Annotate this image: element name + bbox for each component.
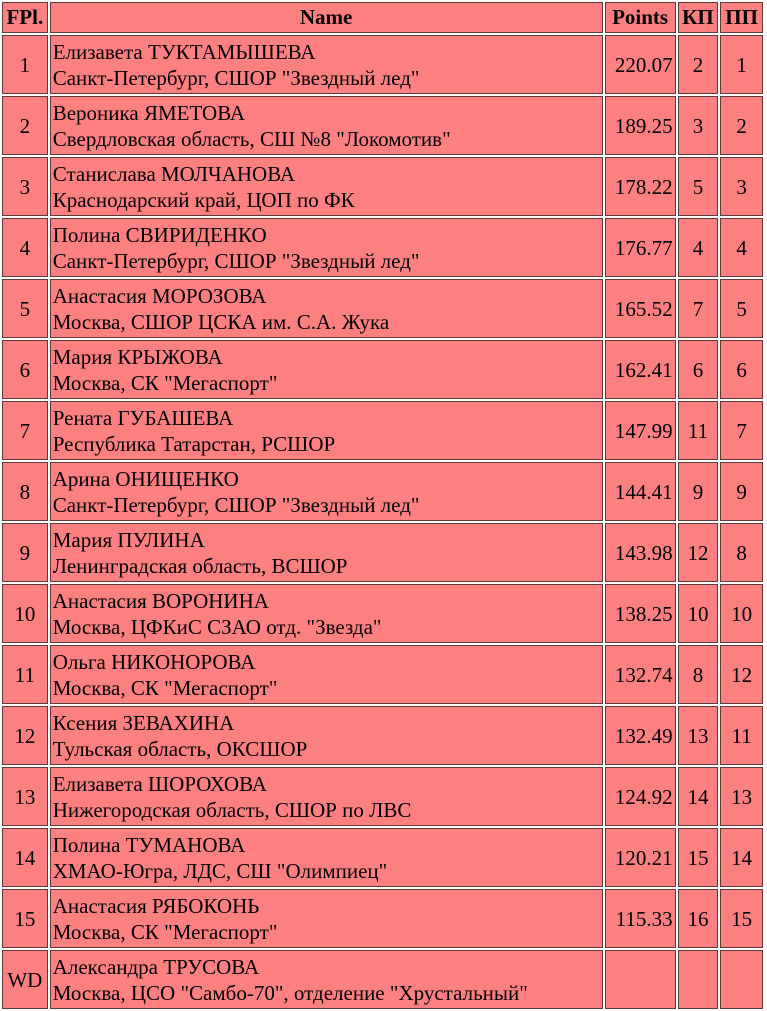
table-row — [2, 279, 763, 338]
skater-cell — [50, 279, 603, 338]
header-place: FPl. — [2, 2, 48, 33]
free-program-rank-cell: 5 — [720, 279, 763, 338]
skater-club: Свердловская область, СШ №8 "Локомотив" — [52, 126, 451, 151]
header-points: Points — [605, 2, 676, 33]
short-program-rank-cell: 3 — [678, 96, 719, 155]
table-row — [2, 462, 763, 521]
skater-club: Санкт-Петербург, СШОР "Звездный лед" — [52, 65, 420, 90]
table-row — [2, 35, 763, 94]
place-cell: 10 — [2, 584, 48, 643]
skater-name: Мария ПУЛИНА — [52, 527, 205, 552]
table-row — [2, 401, 763, 460]
skater-name: Елизавета ТУКТАМЫШЕВА — [52, 39, 316, 64]
place-cell: 1 — [2, 35, 48, 94]
skater-club: Москва, СК "Мегаспорт" — [52, 675, 278, 700]
short-program-rank-cell: 6 — [678, 340, 719, 399]
skater-name: Арина ОНИЩЕНКО — [52, 466, 239, 491]
skater-cell — [50, 889, 603, 948]
skater-club: Санкт-Петербург, СШОР "Звездный лед" — [52, 248, 420, 273]
skater-club: ХМАО-Югра, ЛДС, СШ "Олимпиец" — [52, 858, 388, 883]
skater-name: Елизавета ШОРОХОВА — [52, 771, 267, 796]
short-program-rank-cell: 2 — [678, 35, 719, 94]
short-program-rank-cell: 10 — [678, 584, 719, 643]
points-cell: 147.99 — [605, 401, 676, 460]
skater-cell — [50, 462, 603, 521]
place-cell: WD — [2, 950, 48, 1009]
skater-cell — [50, 584, 603, 643]
place-cell: 3 — [2, 157, 48, 216]
table-row — [2, 950, 763, 1009]
skater-name: Ольга НИКОНОРОВА — [52, 649, 256, 674]
points-cell: 132.74 — [605, 645, 676, 704]
points-cell: 144.41 — [605, 462, 676, 521]
short-program-rank-cell: 5 — [678, 157, 719, 216]
skater-club: Москва, ЦФКиС СЗАО отд. "Звезда" — [52, 614, 382, 639]
points-cell: 132.49 — [605, 706, 676, 765]
points-cell: 189.25 — [605, 96, 676, 155]
points-cell: 138.25 — [605, 584, 676, 643]
short-program-rank-cell: 12 — [678, 523, 719, 582]
table-row — [2, 523, 763, 582]
skater-cell — [50, 523, 603, 582]
points-cell — [605, 950, 676, 1009]
free-program-rank-cell: 12 — [720, 645, 763, 704]
points-cell: 115.33 — [605, 889, 676, 948]
place-cell: 15 — [2, 889, 48, 948]
points-cell: 143.98 — [605, 523, 676, 582]
header-pp: ПП — [720, 2, 763, 33]
free-program-rank-cell: 6 — [720, 340, 763, 399]
skater-cell — [50, 706, 603, 765]
skater-name: Ксения ЗЕВАХИНА — [52, 710, 235, 735]
skater-cell — [50, 157, 603, 216]
skater-club: Москва, СШОР ЦСКА им. С.А. Жука — [52, 309, 390, 334]
free-program-rank-cell: 3 — [720, 157, 763, 216]
table-row — [2, 96, 763, 155]
short-program-rank-cell: 16 — [678, 889, 719, 948]
short-program-rank-cell: 11 — [678, 401, 719, 460]
short-program-rank-cell: 9 — [678, 462, 719, 521]
points-cell: 178.22 — [605, 157, 676, 216]
skater-cell — [50, 35, 603, 94]
free-program-rank-cell: 7 — [720, 401, 763, 460]
points-cell: 220.07 — [605, 35, 676, 94]
table-row — [2, 645, 763, 704]
skater-name: Вероника ЯМЕТОВА — [52, 100, 246, 125]
skater-name: Александра ТРУСОВА — [52, 954, 260, 979]
table-row — [2, 828, 763, 887]
header-name: Name — [50, 2, 603, 33]
skater-club: Москва, СК "Мегаспорт" — [52, 919, 278, 944]
header-row — [2, 2, 763, 33]
free-program-rank-cell: 2 — [720, 96, 763, 155]
skater-name: Рената ГУБАШЕВА — [52, 405, 234, 430]
table-row — [2, 767, 763, 826]
short-program-rank-cell: 14 — [678, 767, 719, 826]
points-cell: 165.52 — [605, 279, 676, 338]
place-cell: 7 — [2, 401, 48, 460]
short-program-rank-cell — [678, 950, 719, 1009]
skater-club: Республика Татарстан, РСШОР — [52, 431, 336, 456]
short-program-rank-cell: 13 — [678, 706, 719, 765]
short-program-rank-cell: 4 — [678, 218, 719, 277]
short-program-rank-cell: 8 — [678, 645, 719, 704]
skater-name: Анастасия ВОРОНИНА — [52, 588, 269, 613]
free-program-rank-cell: 15 — [720, 889, 763, 948]
free-program-rank-cell: 11 — [720, 706, 763, 765]
points-cell: 124.92 — [605, 767, 676, 826]
place-cell: 11 — [2, 645, 48, 704]
skater-club: Краснодарский край, ЦОП по ФК — [52, 187, 355, 212]
free-program-rank-cell: 8 — [720, 523, 763, 582]
skater-name: Мария КРЫЖОВА — [52, 344, 223, 369]
place-cell: 5 — [2, 279, 48, 338]
skater-cell — [50, 645, 603, 704]
skater-club: Тульская область, ОКСШОР — [52, 736, 308, 761]
free-program-rank-cell — [720, 950, 763, 1009]
place-cell: 14 — [2, 828, 48, 887]
skater-club: Ленинградская область, ВСШОР — [52, 553, 348, 578]
free-program-rank-cell: 1 — [720, 35, 763, 94]
header-kp: КП — [678, 2, 719, 33]
table-row — [2, 340, 763, 399]
table-row — [2, 218, 763, 277]
skater-club: Санкт-Петербург, СШОР "Звездный лед" — [52, 492, 420, 517]
place-cell: 4 — [2, 218, 48, 277]
skater-cell — [50, 340, 603, 399]
skater-name: Полина СВИРИДЕНКО — [52, 222, 267, 247]
free-program-rank-cell: 4 — [720, 218, 763, 277]
skater-cell — [50, 218, 603, 277]
place-cell: 13 — [2, 767, 48, 826]
points-cell: 162.41 — [605, 340, 676, 399]
skater-name: Полина ТУМАНОВА — [52, 832, 246, 857]
table-row — [2, 889, 763, 948]
free-program-rank-cell: 10 — [720, 584, 763, 643]
skater-cell — [50, 401, 603, 460]
skater-club: Москва, СК "Мегаспорт" — [52, 370, 278, 395]
short-program-rank-cell: 7 — [678, 279, 719, 338]
skater-cell — [50, 828, 603, 887]
results-body — [2, 35, 763, 1009]
place-cell: 12 — [2, 706, 48, 765]
skater-cell — [50, 767, 603, 826]
points-cell: 120.21 — [605, 828, 676, 887]
place-cell: 2 — [2, 96, 48, 155]
skater-club: Нижегородская область, СШОР по ЛВС — [52, 797, 412, 822]
table-row — [2, 157, 763, 216]
points-cell: 176.77 — [605, 218, 676, 277]
skater-club: Москва, ЦСО "Самбо-70", отделение "Хрустальный" — [52, 980, 528, 1005]
place-cell: 9 — [2, 523, 48, 582]
free-program-rank-cell: 13 — [720, 767, 763, 826]
skater-cell — [50, 950, 603, 1009]
skater-name: Анастасия РЯБОКОНЬ — [52, 893, 260, 918]
place-cell: 8 — [2, 462, 48, 521]
free-program-rank-cell: 9 — [720, 462, 763, 521]
table-row — [2, 706, 763, 765]
skater-name: Станислава МОЛЧАНОВА — [52, 161, 296, 186]
skater-name: Анастасия МОРОЗОВА — [52, 283, 267, 308]
table-row — [2, 584, 763, 643]
short-program-rank-cell: 15 — [678, 828, 719, 887]
skater-cell — [50, 96, 603, 155]
free-program-rank-cell: 14 — [720, 828, 763, 887]
place-cell: 6 — [2, 340, 48, 399]
